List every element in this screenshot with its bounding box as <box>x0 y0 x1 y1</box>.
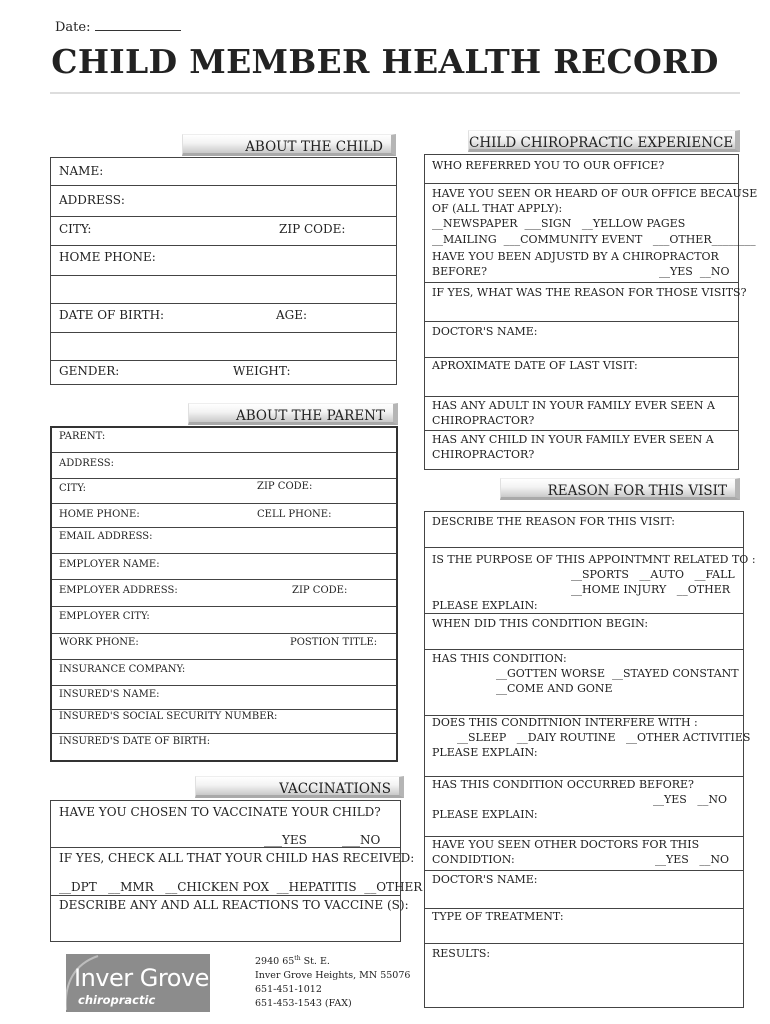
address-city-line: Inver Grove Heights, MN 55076 <box>255 970 411 982</box>
purpose-options1[interactable]: __SPORTS __AUTO __FALL <box>571 568 735 581</box>
child-family-line1: HAS ANY CHILD IN YOUR FAMILY EVER SEEN A <box>432 433 714 446</box>
chiro-doctor-label: DOCTOR'S NAME: <box>432 325 538 338</box>
about-child-section <box>50 157 397 385</box>
previous-reason-label: IF YES, WHAT WAS THE REASON FOR THOSE VISITS? <box>432 286 747 299</box>
office-fax: 651-453-1543 (FAX) <box>255 998 352 1010</box>
purpose-options2[interactable]: __HOME INJURY __OTHER <box>571 583 731 596</box>
parent-email-row[interactable] <box>52 528 396 554</box>
child-age-label: AGE: <box>276 308 308 322</box>
interfere-row[interactable] <box>425 716 751 777</box>
adult-family-line2: CHIROPRACTOR? <box>432 414 535 427</box>
condition-status-row[interactable] <box>425 650 743 716</box>
heard-of-office-row[interactable] <box>425 184 758 252</box>
interfere-options[interactable]: __SLEEP __DAIY ROUTINE __OTHER ACTIVITIES <box>457 731 751 744</box>
child-name-label: NAME: <box>59 164 104 178</box>
occurred-before-question: HAS THIS CONDITION OCCURRED BEFORE? <box>432 778 694 791</box>
other-doctors-yes-no[interactable]: __YES __NO <box>655 853 729 866</box>
employer-address-row[interactable] <box>52 580 396 607</box>
date-label: Date: <box>55 20 91 35</box>
heard-of-office-line2: OF (ALL THAT APPLY): <box>432 202 563 215</box>
employer-name-row[interactable] <box>52 554 396 580</box>
insured-name-label: INSURED'S NAME: <box>59 689 160 700</box>
vaccinations-section <box>50 800 423 942</box>
child-weight-label: WEIGHT: <box>233 364 291 378</box>
treatment-type-label: TYPE OF TREATMENT: <box>432 910 564 923</box>
insurance-company-row[interactable] <box>52 660 396 686</box>
reason-doctor-label: DOCTOR'S NAME: <box>432 873 538 886</box>
child-home-phone-label: HOME PHONE: <box>59 250 156 264</box>
tab-child-chiropractic-experience: CHILD CHIROPRACTIC EXPERIENCE <box>468 130 740 152</box>
child-address-label: ADDRESS: <box>59 193 125 207</box>
referred-label: WHO REFERRED YOU TO OUR OFFICE? <box>432 159 665 172</box>
vaccines-received-question: IF YES, CHECK ALL THAT YOUR CHILD HAS RECEIVED: <box>59 851 415 865</box>
last-visit-label: APROXIMATE DATE OF LAST VISIT: <box>432 359 638 372</box>
purpose-row[interactable] <box>425 548 756 614</box>
previous-reason-row[interactable] <box>425 283 747 322</box>
other-doctors-line1: HAVE YOU SEEN OTHER DOCTORS FOR THIS <box>432 838 700 851</box>
employer-address-label: EMPLOYER ADDRESS: <box>59 585 178 596</box>
condition-status-options2[interactable]: __COME AND GONE <box>496 682 613 695</box>
child-dob-row[interactable] <box>51 304 396 333</box>
referred-row[interactable] <box>425 155 738 184</box>
child-city-label: CITY: <box>59 222 92 236</box>
employer-name-label: EMPLOYER NAME: <box>59 559 160 570</box>
purpose-explain-label: PLEASE EXPLAIN: <box>432 599 538 612</box>
parent-address-row[interactable] <box>52 453 396 479</box>
heard-of-office-options1[interactable]: __NEWSPAPER ___SIGN __YELLOW PAGES <box>432 217 686 230</box>
last-visit-row[interactable] <box>425 358 738 397</box>
vaccinate-question-row[interactable] <box>51 801 400 848</box>
vaccines-received-row[interactable] <box>51 848 423 896</box>
parent-email-label: EMAIL ADDRESS: <box>59 531 153 542</box>
tab-about-the-parent: ABOUT THE PARENT <box>188 403 398 425</box>
work-phone-label: WORK PHONE: <box>59 637 139 648</box>
chiro-experience-section <box>424 154 758 470</box>
describe-reason-row[interactable] <box>425 512 743 548</box>
logo-tagline: chiropractic <box>78 993 156 1007</box>
heard-of-office-line1: HAVE YOU SEEN OR HEARD OF OUR OFFICE BECAUSE <box>432 187 758 200</box>
occurred-before-row[interactable] <box>425 777 743 837</box>
parent-address-label: ADDRESS: <box>59 458 114 469</box>
interfere-question: DOES THIS CONDITNION INTERFERE WITH : <box>432 716 698 729</box>
condition-begin-label: WHEN DID THIS CONDITION BEGIN: <box>432 617 649 630</box>
child-gender-row[interactable] <box>51 361 396 386</box>
page-title: CHILD MEMBER HEALTH RECORD <box>51 42 719 81</box>
employer-city-label: EMPLOYER CITY: <box>59 611 150 622</box>
child-name-row[interactable] <box>51 158 396 186</box>
occurred-before-explain-label: PLEASE EXPLAIN: <box>432 808 538 821</box>
insured-ssn-label: INSURED'S SOCIAL SECURITY NUMBER: <box>59 711 278 722</box>
parent-phone-row[interactable] <box>52 504 396 528</box>
occurred-before-yes-no[interactable]: __YES __NO <box>653 793 727 806</box>
child-address-row[interactable] <box>51 186 396 217</box>
reason-doctor-row[interactable] <box>425 871 743 909</box>
insured-ssn-row[interactable] <box>52 710 396 734</box>
adjusted-before-yes-no[interactable]: __YES __NO <box>659 265 730 278</box>
child-family-line2: CHIROPRACTOR? <box>432 448 535 461</box>
treatment-type-row[interactable] <box>425 909 743 944</box>
results-label: RESULTS: <box>432 947 491 960</box>
parent-zip-label: ZIP CODE: <box>257 481 313 492</box>
other-doctors-line2: CONDIDTION: <box>432 853 515 866</box>
employer-zip-label: ZIP CODE: <box>292 585 348 596</box>
reason-visit-section <box>424 511 756 1008</box>
adjusted-before-line2: BEFORE? <box>432 265 487 278</box>
vaccinate-question: HAVE YOU CHOSEN TO VACCINATE YOUR CHILD? <box>59 805 381 819</box>
child-blank-row-2[interactable] <box>51 333 396 361</box>
about-parent-section <box>50 426 398 762</box>
tab-vaccinations: VACCINATIONS <box>195 776 404 798</box>
logo-wordmark: Inver Grove <box>74 964 209 992</box>
parent-name-row[interactable] <box>52 428 396 453</box>
employer-city-row[interactable] <box>52 607 396 634</box>
heard-of-office-options2[interactable]: __MAILING ___COMMUNITY EVENT ___OTHER________ <box>432 233 756 246</box>
tab-reason-for-this-visit: REASON FOR THIS VISIT <box>500 478 740 500</box>
parent-city-label: CITY: <box>59 483 87 494</box>
vaccine-reactions-label: DESCRIBE ANY AND ALL REACTIONS TO VACCINE (S): <box>59 898 409 912</box>
child-home-phone-row[interactable] <box>51 246 396 276</box>
child-gender-label: GENDER: <box>59 364 120 378</box>
child-family-row[interactable] <box>425 431 738 471</box>
date-blank[interactable] <box>95 20 181 31</box>
parent-home-phone-label: HOME PHONE: <box>59 509 140 520</box>
insured-name-row[interactable] <box>52 686 396 710</box>
vaccine-options[interactable]: __DPT __MMR __CHICKEN POX __HEPATITIS __OTHER <box>59 880 423 894</box>
purpose-question: IS THE PURPOSE OF THIS APPOINTMNT RELATED TO : <box>432 553 756 566</box>
date-field[interactable] <box>55 20 181 35</box>
office-address <box>255 952 410 1011</box>
parent-cell-phone-label: CELL PHONE: <box>257 509 332 520</box>
results-row[interactable] <box>425 944 743 1009</box>
adjusted-before-line1: HAVE YOU BEEN ADJUSTD BY A CHIROPRACTOR <box>432 250 719 263</box>
work-phone-row[interactable] <box>52 634 396 660</box>
parent-city-row[interactable] <box>52 479 396 504</box>
tab-about-the-child: ABOUT THE CHILD <box>182 134 396 156</box>
adult-family-row[interactable] <box>425 397 738 431</box>
child-city-row[interactable] <box>51 217 396 246</box>
title-divider <box>50 92 740 94</box>
insured-dob-row[interactable] <box>52 734 396 762</box>
office-phone: 651-451-1012 <box>255 984 322 996</box>
condition-status-options1[interactable]: __GOTTEN WORSE __STAYED CONSTANT <box>496 667 739 680</box>
inver-grove-logo <box>66 954 210 1012</box>
adjusted-before-row[interactable] <box>425 248 738 283</box>
condition-begin-row[interactable] <box>425 614 743 650</box>
address-street-line: 2940 65th St. E. <box>255 955 330 968</box>
adult-family-line1: HAS ANY ADULT IN YOUR FAMILY EVER SEEN A <box>432 399 715 412</box>
interfere-explain-label: PLEASE EXPLAIN: <box>432 746 538 759</box>
chiro-doctor-row[interactable] <box>425 322 738 358</box>
insurance-company-label: INSURANCE COMPANY: <box>59 664 186 675</box>
vaccinate-yes-option[interactable]: ___YES <box>264 833 307 847</box>
position-title-label: POSTION TITLE: <box>290 637 378 648</box>
parent-name-label: PARENT: <box>59 431 106 442</box>
child-dob-label: DATE OF BIRTH: <box>59 308 165 322</box>
condition-status-label: HAS THIS CONDITION: <box>432 652 567 665</box>
vaccine-reactions-row[interactable] <box>51 896 409 943</box>
other-doctors-row[interactable] <box>425 837 743 871</box>
describe-reason-label: DESCRIBE THE REASON FOR THIS VISIT: <box>432 515 675 528</box>
child-zip-label: ZIP CODE: <box>279 222 346 236</box>
vaccinate-no-option[interactable]: ___NO <box>342 833 381 847</box>
child-blank-row[interactable] <box>51 276 396 304</box>
insured-dob-label: INSURED'S DATE OF BIRTH: <box>59 736 211 747</box>
